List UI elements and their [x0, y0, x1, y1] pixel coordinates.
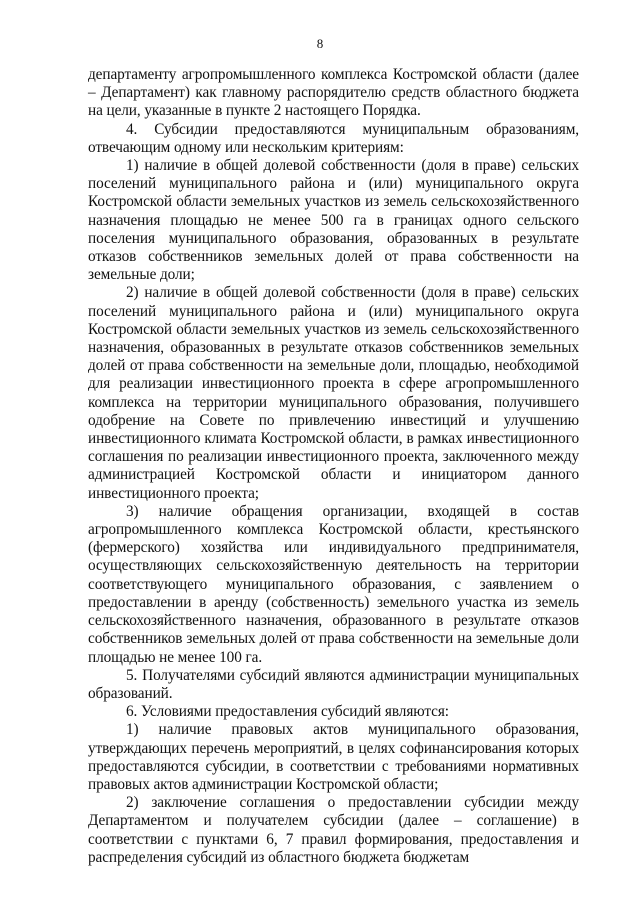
- paragraph-criterion-2: 2) наличие в общей долевой собственности (доля в праве) сельских поселений муниципального района и (или) муниципального округа Костромской области земельных участков из земель сельскохозяйственного назначения, образованных в результате отказов собственников земельных долей от права собственности на земельные доли, площадью, необходимой для реализации инвестиционного проекта в сфере агропромышленного комплекса на территории муниципального образования, получившего одобрение на Совете по привлечению инвестиций и улучшению инвестиционного климата Костромской области, в рамках инвестиционного соглашения по реализации инвестиционного проекта, заключенного между администрацией Костромской области и инициатором данного инвестиционного проекта;: [88, 284, 579, 502]
- paragraph-item-4: 4. Субсидии предоставляются муниципальным образованиям, отвечающим одному или нескольким критериям:: [88, 120, 579, 156]
- paragraph-criterion-1: 1) наличие в общей долевой собственности (доля в праве) сельских поселений муниципального района и (или) муниципального округа Костромской области земельных участков из земель сельскохозяйственного назначения площадью не менее 500 га в границах одного сельского поселения муниципального образования, образованных в результате отказов собственников земельных долей от права собственности на земельные доли;: [88, 157, 579, 284]
- paragraph-item-5: 5. Получателями субсидий являются администрации муниципальных образований.: [88, 666, 579, 702]
- paragraph-condition-1: 1) наличие правовых актов муниципального образования, утверждающих перечень мероприятий, в целях софинансирования которых предоставляются субсидии, в соответствии с требованиями нормативных правовых актов администрации Костромской области;: [88, 721, 579, 793]
- paragraph-continuation: департаменту агропромышленного комплекса Костромской области (далее – Департамент) как главному распорядителю средств областного бюджета на цели, указанные в пункте 2 настоящего Порядка.: [88, 66, 579, 120]
- document-body: [88, 66, 579, 867]
- paragraph-criterion-3: 3) наличие обращения организации, входящей в состав агропромышленного комплекса Костромской области, крестьянского (фермерского) хозяйства или индивидуального предпринимателя, осуществляющих сельскохозяйственную деятельность на территории соответствующего муниципального образования, с заявлением о предоставлении в аренду (собственность) земельного участка из земель сельскохозяйственного назначения, образованного в результате отказов собственников земельных долей от права собственности на земельные доли площадью не менее 100 га.: [88, 502, 579, 666]
- paragraph-condition-2: 2) заключение соглашения о предоставлении субсидии между Департаментом и получателем субсидии (далее – соглашение) в соответствии с пунктами 6, 7 правил формирования, предоставления и распределения субсидий из областного бюджета бюджетам: [88, 794, 579, 866]
- page-number: 8: [316, 36, 324, 51]
- paragraph-item-6: 6. Условиями предоставления субсидий являются:: [126, 703, 449, 721]
